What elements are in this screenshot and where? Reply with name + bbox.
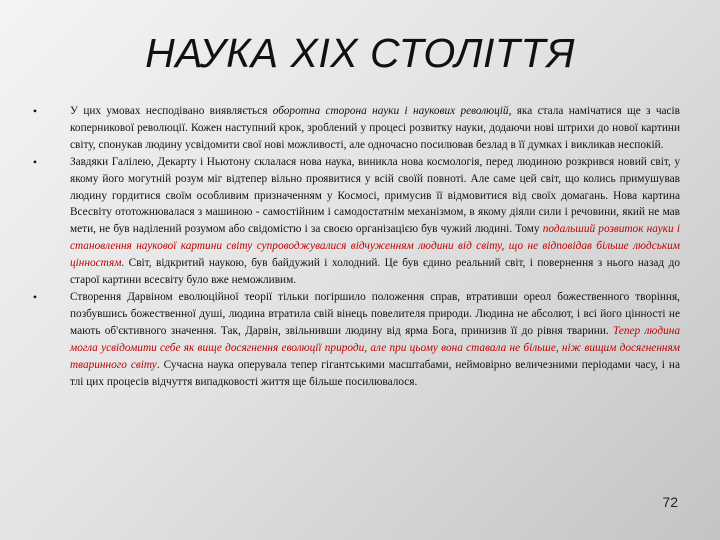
- bullet-italic-text: оборотна сторона науки і наукових революцій: [272, 105, 509, 117]
- page-number: 72: [662, 494, 678, 510]
- bullet-text: Завдяки Галілею, Декарту і Ньютону склалася нова наука, виникла нова космологія, перед людиною розкрився новий світ, у якому його могутній розум міг відтепер вільно проявитися у всій своїй повноті. Але саме цей світ, що колись примушував людину гордитися своїм особливим призначенням у Космосі, примусив її відмовитися від своїх домагань. Нова картина Всесвіту ототожнювалася з машиною - самостійним і самодостатнім механізмом, в якому діяли сили і речовини, який не мав мети, не був наділений розумом або свідомістю і за своєю організацією був чужий людині. Тому: [70, 155, 680, 236]
- bullet-highlight-text: подальший розвиток науки і становлення наукової картини світу супроводжувалися відчуженням людини від світу, що не відповідав більше людським цінностям: [70, 223, 680, 270]
- slide-title: НАУКА ХІХ СТОЛІТТЯ: [145, 30, 575, 76]
- bullet-text: . Сучасна наука оперувала тепер гігантськими масштабами, неймовірно величезними періодами часу, і на тлі цих процесів відчуття випадковості життя ще більше посилювалося.: [70, 358, 680, 388]
- bullet-highlight-text: Тепер людина могла усвідомити себе як вище досягнення еволюції природи, але при цьому вона ставала не більше, ніж вищим досягненням тваринного світу: [70, 324, 681, 371]
- bullet-text: . Світ, відкритий наукою, був байдужий і холодний. Це був єдино реальний світ, і повернення з нього назад до старої картини всесвіту було вже неможливим.: [70, 257, 680, 287]
- bullet-text: , яка стала намічатися ще з часів коперникової революції. Кожен наступний крок, зроблений у процесі розвитку науки, додаючи нові штрихи до нової картини світу, спонукав людину усвідомити свої нові можливості, але одночасно посилював безлад в її думках і викликав неспокій.: [70, 105, 681, 151]
- bullet-text: У цих умовах несподівано виявляється: [70, 105, 273, 117]
- bullet-item-2: [30, 154, 680, 289]
- bullet-text: Створення Дарвіном еволюційної теорії тільки погіршило положення справ, втративши ореол божественного творіння, позбувшись божественної душі, людина втратила свій вінець повелителя природи. Людина не абсолют, і всі його цінності не мають об'єктивного значення. Так, Дарвін, звільнивши людину від ярма Бога, принизив її до рівня тварини.: [70, 290, 680, 337]
- bullet-dot-icon: •: [32, 289, 38, 304]
- bullet-list: [30, 103, 680, 390]
- bullet-item-3: [30, 289, 680, 390]
- bullet-item-1: [30, 103, 680, 154]
- bullet-dot-icon: •: [32, 154, 38, 169]
- bullet-dot-icon: •: [32, 104, 38, 118]
